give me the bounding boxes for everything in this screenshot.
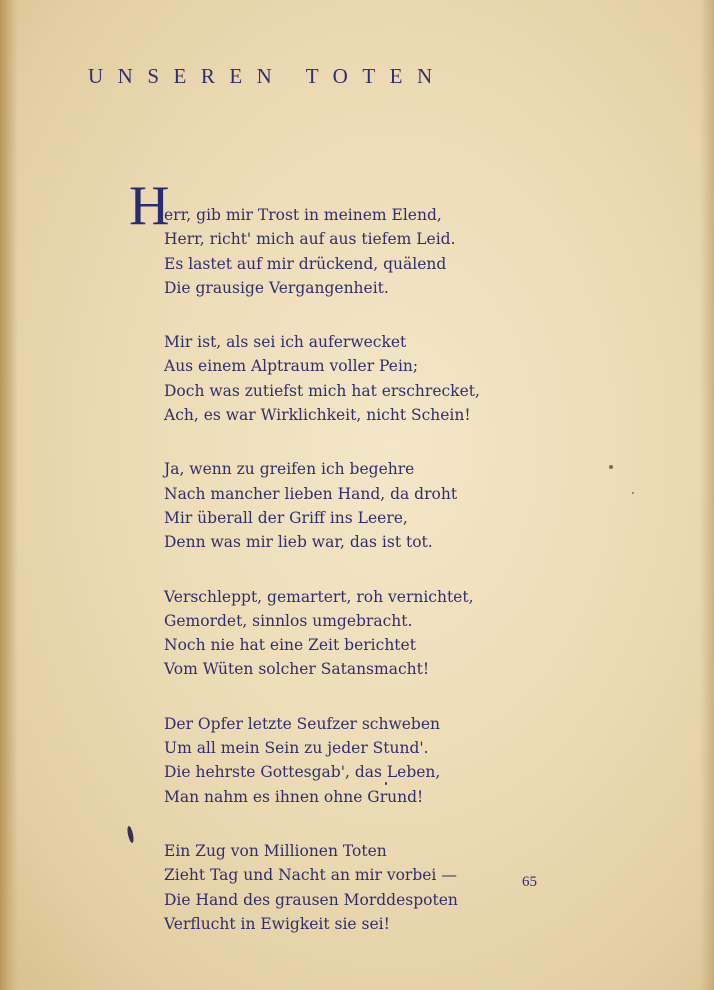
page-title: UNSEREN TOTEN — [88, 64, 447, 88]
poem-line: Die hehrste Gottesgab', das Leben, — [164, 763, 441, 782]
poem-line: Ja, wenn zu greifen ich begehre — [164, 460, 415, 479]
poem-line: Ach, es war Wirklichkeit, nicht Schein! — [164, 406, 471, 425]
poem — [164, 203, 604, 966]
stanza — [164, 839, 604, 936]
poem-line: err, gib mir Trost in meinem Elend, — [164, 206, 442, 224]
ink-speck — [385, 782, 387, 785]
stanza — [164, 203, 604, 300]
poem-line: Ein Zug von Millionen Toten — [164, 841, 387, 860]
poem-line: Aus einem Alptraum voller Pein; — [164, 357, 419, 376]
poem-line: Mir ist, als sei ich auferwecket — [164, 333, 407, 352]
poem-line: Man nahm es ihnen ohne Grund! — [164, 787, 424, 806]
ink-speck — [632, 492, 634, 494]
drop-cap: H — [129, 175, 170, 237]
poem-line: Denn was mir lieb war, das ist tot. — [164, 533, 433, 552]
ink-speck — [126, 826, 134, 844]
poem-line: Doch was zutiefst mich hat erschrecket, — [164, 381, 480, 400]
poem-line: Die grausige Vergangenheit. — [164, 278, 389, 297]
poem-line: Die Hand des grausen Morddespoten — [164, 890, 458, 909]
poem-line: Es lastet auf mir drückend, quälend — [164, 254, 447, 273]
poem-line: Herr, richt' mich auf aus tiefem Leid. — [164, 230, 456, 249]
page-number: 65 — [522, 874, 537, 890]
poem-line: Mir überall der Griff ins Leere, — [164, 508, 408, 527]
poem-line: Nach mancher lieben Hand, da droht — [164, 484, 458, 503]
poem-line: Noch nie hat eine Zeit berichtet — [164, 636, 416, 655]
poem-line: Vom Wüten solcher Satansmacht! — [164, 660, 430, 679]
poem-line: Verflucht in Ewigkeit sie sei! — [164, 914, 390, 933]
stanza — [164, 585, 604, 682]
poem-line: Um all mein Sein zu jeder Stund'. — [164, 739, 429, 758]
ink-speck — [609, 465, 613, 469]
stanza — [164, 712, 604, 809]
poem-line: Verschleppt, gemartert, roh vernichtet, — [164, 587, 474, 606]
poem-line: Zieht Tag und Nacht an mir vorbei — — [164, 866, 457, 885]
stanza — [164, 330, 604, 427]
stanza — [164, 457, 604, 554]
poem-line: Der Opfer letzte Seufzer schweben — [164, 714, 440, 733]
poem-line: Gemordet, sinnlos umgebracht. — [164, 611, 413, 630]
